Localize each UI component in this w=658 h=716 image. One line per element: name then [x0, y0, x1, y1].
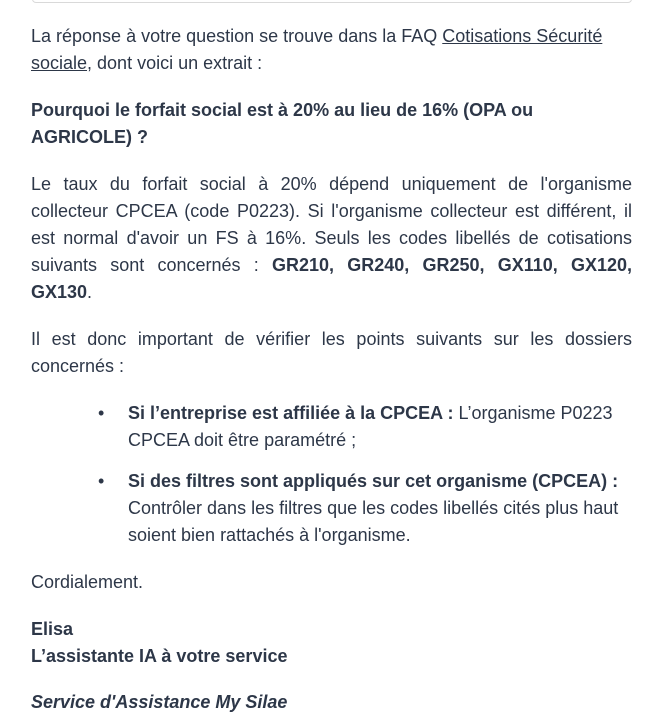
service-footer: Service d'Assistance My Silae [31, 692, 288, 712]
list-item [98, 468, 632, 549]
check-intro: Il est donc important de vérifier les points suivants sur les dossiers concernés : [31, 329, 632, 376]
intro-text: La réponse à votre question se trouve dans la FAQ [31, 26, 443, 46]
point-title: Si l’entreprise est affiliée à la CPCEA : [128, 403, 454, 423]
previous-message-box [32, 0, 632, 3]
bullet-icon: • [98, 403, 105, 423]
signature-role: L’assistante IA à votre service [31, 646, 288, 666]
explanation-text: Le taux du forfait social à 20% dépend uniquement de l'organisme collecteur CPCEA (code P0223). Si l'organisme collecteur est différent, il est normal d'avoir un FS à 16%. Seuls les codes libellés de cotisations suivants sont concernés : [31, 174, 632, 275]
intro-paragraph [31, 23, 632, 77]
explanation-paragraph [31, 171, 632, 306]
signature [31, 616, 632, 670]
point-title: Si des filtres sont appliqués sur cet organisme (CPCEA) : [128, 471, 619, 491]
message-body [31, 23, 632, 716]
closing-text: Cordialement. [31, 572, 144, 592]
list-item [98, 400, 632, 454]
cotisation-codes: GR210, GR240, GR250, GX110, GX120, GX130 [31, 255, 632, 302]
check-list [31, 400, 632, 549]
intro-text-after: , dont voici un extrait : [87, 53, 263, 73]
question-heading: Pourquoi le forfait social est à 20% au lieu de 16% (OPA ou AGRICOLE) ? [31, 100, 534, 147]
signature-name: Elisa [31, 619, 74, 639]
explanation-end: . [87, 282, 93, 302]
bullet-icon: • [98, 471, 105, 491]
point-text: L’organisme P0223 CPCEA doit être paramétré ; [128, 403, 613, 450]
point-text: Contrôler dans les filtres que les codes libellés cités plus haut soient bien rattachés à l'organisme. [128, 498, 619, 545]
faq-link[interactable]: Cotisations Sécurité sociale [31, 26, 603, 73]
